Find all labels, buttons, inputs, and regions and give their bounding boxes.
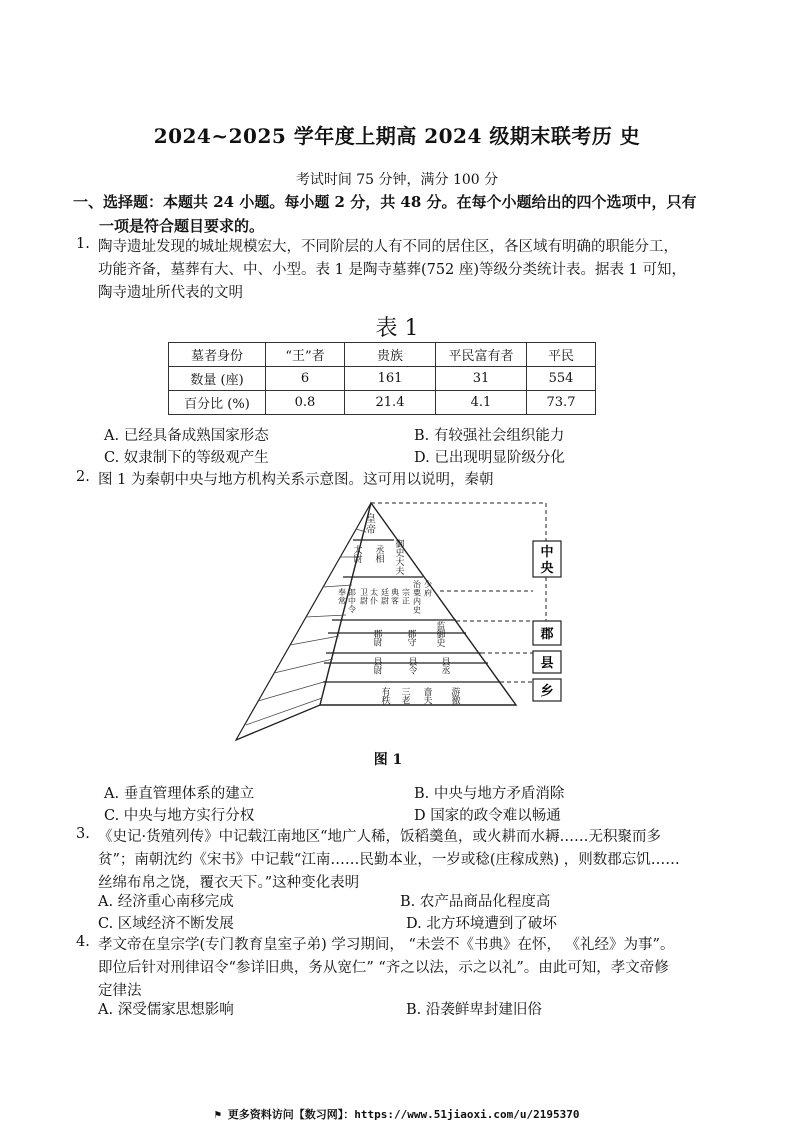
q1-line1: 陶寺遗址发现的城址规模宏大，不同阶层的人有不同的居住区，各区域有明确的职能分工， bbox=[98, 239, 678, 255]
q2-option-a[interactable]: A. 垂直管理体系的建立 bbox=[104, 786, 255, 802]
tier2-label: 太尉 bbox=[353, 546, 363, 565]
tier3-label: 少府 bbox=[424, 580, 432, 598]
q4-line2: 即位后针对刑律诏令“参详旧典，务从宽仁” “齐之以法，示之以礼”。由此可知，孝文帝修 bbox=[98, 960, 669, 976]
tier6-label: 游徼 bbox=[451, 688, 461, 707]
q2-option-b[interactable]: B. 中央与地方矛盾消除 bbox=[414, 786, 565, 802]
table-caption: 表 1 bbox=[375, 316, 419, 341]
tier3-label: 郎中令 bbox=[348, 588, 356, 614]
side-label-commandery: 郡 bbox=[540, 627, 554, 642]
q1-option-b[interactable]: B. 有较强社会组织能力 bbox=[414, 428, 565, 444]
tier4-label: 郡守 bbox=[407, 630, 417, 649]
tier3-label: 卫尉 bbox=[360, 588, 368, 606]
footer-text: 更多资料访问【数习网】：https://www.51jiaoxi.com/u/2195370 bbox=[227, 1108, 580, 1121]
side-label-township: 乡 bbox=[540, 684, 554, 699]
q1-option-a[interactable]: A. 已经具备成熟国家形态 bbox=[104, 428, 269, 444]
tier2-label: 丞相 bbox=[375, 546, 385, 565]
q4-option-a[interactable]: A. 深受儒家思想影响 bbox=[98, 1002, 234, 1018]
tier3-label: 宗正 bbox=[402, 588, 410, 606]
q2-number: 2. bbox=[76, 469, 90, 485]
q2-option-c[interactable]: C. 中央与地方实行分权 bbox=[104, 808, 255, 824]
tier6-label: 有秩 bbox=[381, 688, 391, 707]
table-cell: 4.1 bbox=[436, 391, 527, 415]
tier4-label: 监御史 bbox=[436, 622, 446, 649]
q3-number: 3. bbox=[76, 826, 90, 842]
q3-option-b[interactable]: B. 农产品商品化程度高 bbox=[400, 894, 551, 910]
tier3-label: 奉常 bbox=[338, 588, 346, 606]
side-label-central-2: 央 bbox=[540, 561, 554, 576]
tier5-label: 县尉 bbox=[373, 658, 383, 677]
exam-info: 考试时间 75 分钟，满分 100 分 bbox=[295, 172, 499, 188]
q4-option-b[interactable]: B. 沿袭鲜卑封建旧俗 bbox=[406, 1002, 542, 1018]
q2-option-d[interactable]: D 国家的政令难以畅通 bbox=[414, 808, 561, 824]
section-heading bbox=[73, 190, 728, 238]
q3-line3: 丝绵布帛之饶，覆衣天下。”这种变化表明 bbox=[98, 875, 360, 891]
table-cell: 73.7 bbox=[527, 391, 596, 415]
q1-stem bbox=[98, 236, 724, 305]
q1-number: 1. bbox=[76, 236, 90, 252]
footer-link[interactable] bbox=[0, 1106, 794, 1122]
table-cell: 数量 (座) bbox=[169, 367, 266, 391]
q3-line1: 《史记·货殖列传》中记载江南地区“地广人稀，饭稻羹鱼，或火耕而水耨……无积聚而多 bbox=[98, 829, 662, 845]
q1-line3: 陶寺遗址所代表的文明 bbox=[98, 285, 243, 301]
tier-apex-label: 皇帝 bbox=[366, 514, 376, 536]
q4-stem bbox=[98, 934, 724, 1003]
page-title: 2024~2025 学年度上期高 2024 级期末联考历 史 bbox=[153, 124, 641, 148]
table-cell: 0.8 bbox=[266, 391, 345, 415]
table-row bbox=[169, 367, 596, 391]
table-cell: 21.4 bbox=[345, 391, 436, 415]
table-header-row bbox=[169, 343, 596, 367]
tier3-label: 太仆 bbox=[370, 588, 378, 606]
qin-pyramid-diagram bbox=[228, 495, 578, 750]
table-header-cell: “王”者 bbox=[266, 343, 345, 367]
q4-line1: 孝文帝在皇宗学(专门教育皇室子弟) 学习期间， “未尝不《书典》在怀， 《礼经》为事”。 bbox=[98, 937, 675, 953]
section-heading-line2: 一项是符合题目要求的。 bbox=[99, 217, 265, 235]
q1-option-c[interactable]: C. 奴隶制下的等级观产生 bbox=[104, 450, 269, 466]
tier5-label: 县令 bbox=[408, 658, 418, 677]
q3-option-d[interactable]: D. 北方环境遭到了破坏 bbox=[406, 916, 557, 932]
tier5-label: 县丞 bbox=[441, 658, 451, 677]
tier3-label: 治粟内史 bbox=[413, 580, 421, 615]
q3-stem bbox=[98, 826, 724, 895]
q3-line2: 贫”；南朝沈约《宋书》中记载“江南……民勤本业，一岁或稔(庄稼成熟) ，则数郡忘饥…… bbox=[98, 852, 680, 868]
q3-option-a[interactable]: A. 经济重心南移完成 bbox=[98, 894, 234, 910]
table-header-cell: 平民 bbox=[527, 343, 596, 367]
tier4-label: 郡尉 bbox=[373, 630, 383, 649]
q2-line1: 图 1 为秦朝中央与地方机构关系示意图。这可用以说明，秦朝 bbox=[98, 472, 494, 488]
side-label-county: 县 bbox=[540, 656, 554, 671]
q1-line2: 功能齐备，墓葬有大、中、小型。表 1 是陶寺墓葬(752 座)等级分类统计表。据表 1 可知， bbox=[98, 262, 686, 278]
tier3-label: 典客 bbox=[391, 588, 399, 606]
table-cell: 554 bbox=[527, 367, 596, 391]
table-header-cell: 平民富有者 bbox=[436, 343, 527, 367]
q4-line3: 定律法 bbox=[98, 983, 142, 999]
table-cell: 161 bbox=[345, 367, 436, 391]
tomb-stats-table bbox=[168, 342, 596, 415]
table-cell: 6 bbox=[266, 367, 345, 391]
tier3-label: 廷尉 bbox=[381, 588, 389, 606]
q4-number: 4. bbox=[76, 934, 90, 950]
table-header-cell: 墓者身份 bbox=[169, 343, 266, 367]
table-cell: 百分比 (%) bbox=[169, 391, 266, 415]
q1-option-d[interactable]: D. 已出现明显阶级分化 bbox=[414, 450, 565, 466]
flag-icon: ⚑ bbox=[214, 1108, 228, 1121]
tier6-label: 啬夫 bbox=[423, 688, 433, 707]
table-cell: 31 bbox=[436, 367, 527, 391]
side-label-central-1: 中 bbox=[540, 545, 554, 560]
table-header-cell: 贵族 bbox=[345, 343, 436, 367]
q3-option-c[interactable]: C. 区域经济不断发展 bbox=[98, 916, 234, 932]
tier6-label: 三老 bbox=[401, 688, 411, 707]
table-row bbox=[169, 391, 596, 415]
figure-caption: 图 1 bbox=[373, 752, 403, 768]
section-heading-line1: 一、选择题：本题共 24 小题。每小题 2 分，共 48 分。在每个小题给出的四个选项中，只有 bbox=[73, 193, 697, 211]
tier2-label: 御史大夫 bbox=[395, 540, 405, 577]
